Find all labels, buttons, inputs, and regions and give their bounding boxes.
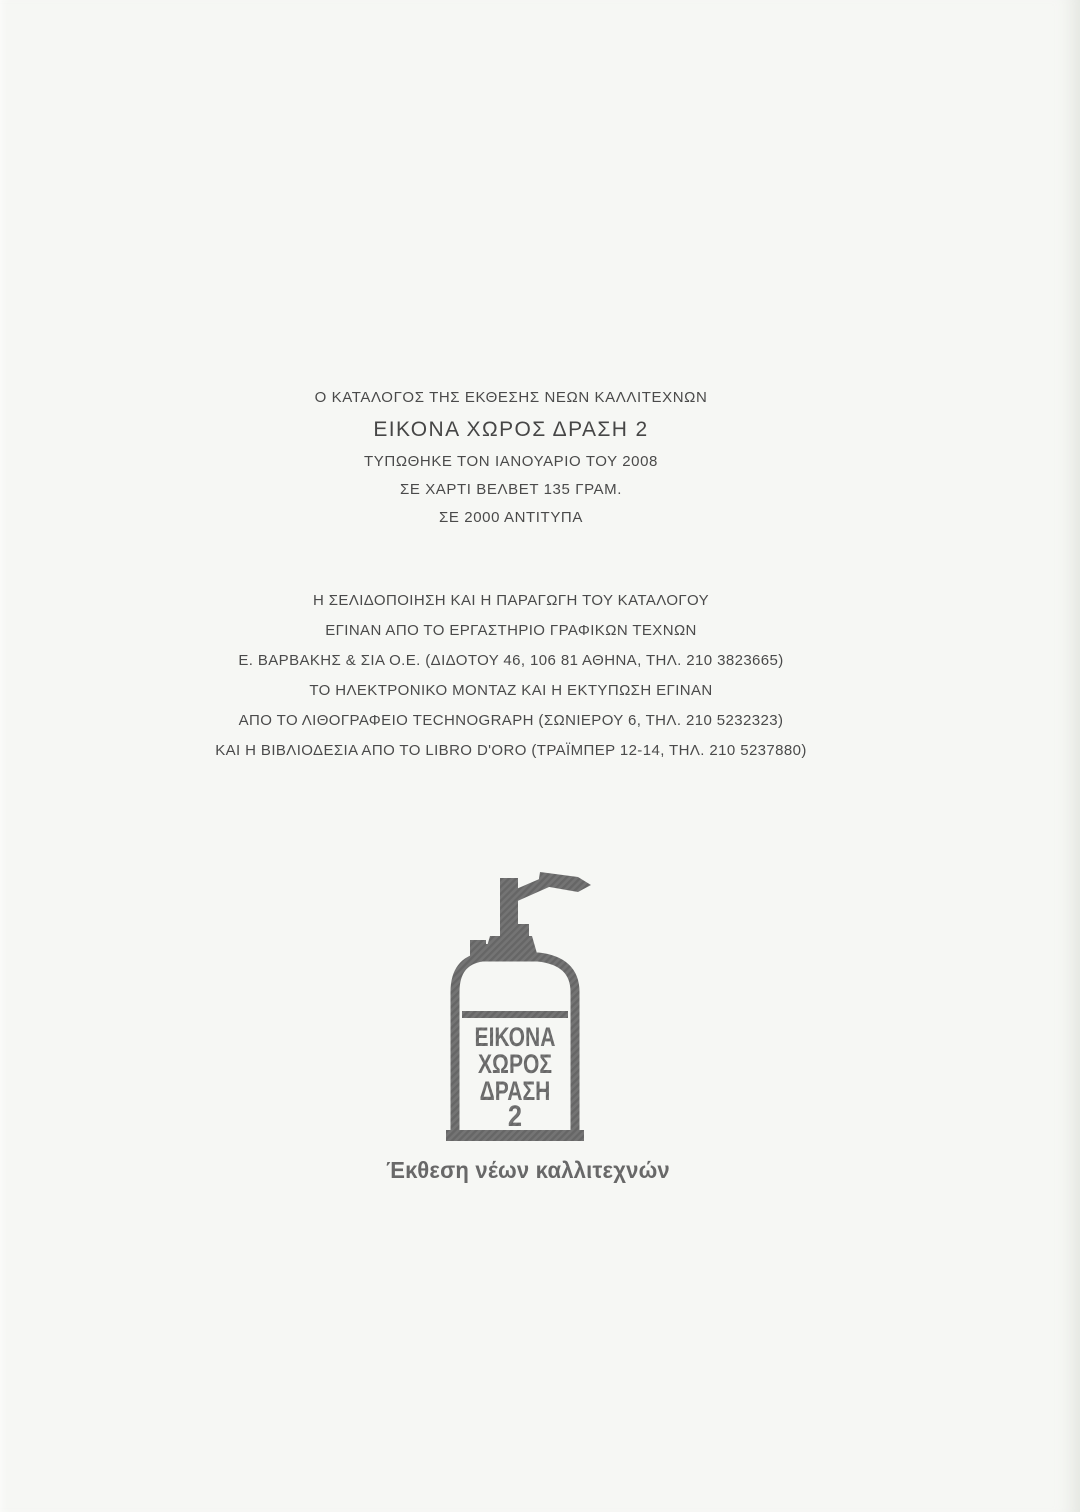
logo-line-1: ΕΙΚΟΝΑ bbox=[474, 1022, 556, 1053]
logo-caption: Έκθεση νέων καλλιτεχνών bbox=[386, 1157, 670, 1183]
print-info-block bbox=[0, 384, 1022, 532]
production-line: ΑΠΟ ΤΟ ΛΙΘΟΓΡΑΦΕΙΟ TECHNOGRAPH (ΣΩΝΙΕΡΟΥ 6, ΤΗΛ. 210 5232323) bbox=[238, 712, 784, 729]
spray-can-icon bbox=[444, 864, 596, 1144]
production-line: Η ΣΕΛΙΔΟΠΟΙΗΣΗ ΚΑΙ Η ΠΑΡΑΓΩΓΗ ΤΟΥ ΚΑΤΑΛΟΓΟΥ bbox=[312, 592, 710, 609]
production-line: Ε. ΒΑΡΒΑΚΗΣ & ΣΙΑ Ο.Ε. (ΔΙΔΟΤΟΥ 46, 106 81 ΑΘΗΝΑ, ΤΗΛ. 210 3823665) bbox=[238, 652, 784, 669]
knob-connector bbox=[484, 944, 494, 952]
can-collar-line bbox=[462, 1011, 568, 1018]
colophon-intro-line: Ο ΚΑΤΑΛΟΓΟΣ ΤΗΣ ΕΚΘΕΣΗΣ ΝΕΩΝ ΚΑΛΛΙΤΕΧΝΩΝ bbox=[314, 389, 708, 406]
logo-line-2: ΧΩΡΟΣ bbox=[478, 1049, 552, 1080]
catalog-title: ΕΙΚΟΝΑ ΧΩΡΟΣ ΔΡΑΣΗ 2 bbox=[373, 418, 649, 441]
spray-nozzle bbox=[538, 872, 591, 892]
production-line: ΕΓΙΝΑΝ ΑΠΟ ΤΟ ΕΡΓΑΣΤΗΡΙΟ ΓΡΑΦΙΚΩΝ ΤΕΧΝΩΝ bbox=[325, 622, 697, 639]
cap-nub bbox=[514, 924, 529, 938]
logo-line-3: ΔΡΑΣΗ bbox=[479, 1076, 551, 1107]
exhibition-logo bbox=[444, 864, 596, 1144]
print-line: ΣΕ ΧΑΡΤΙ ΒΕΛΒΕΤ 135 ΓΡΑΜ. bbox=[399, 481, 623, 498]
production-info-block bbox=[0, 586, 1022, 766]
print-line: ΤΥΠΩΘΗΚΕ ΤΟΝ ΙΑΝΟΥΑΡΙΟ ΤΟΥ 2008 bbox=[364, 453, 658, 470]
logo-line-4: 2 bbox=[507, 1099, 523, 1133]
production-line: ΚΑΙ Η ΒΙΒΛΙΟΔΕΣΙΑ ΑΠΟ ΤΟ LIBRO D'ORO (ΤΡΑΪΜΠΕΡ 12-14, ΤΗΛ. 210 5237880) bbox=[215, 742, 807, 759]
production-line: ΤΟ ΗΛΕΚΤΡΟΝΙΚΟ ΜΟΝΤΑΖ ΚΑΙ Η ΕΚΤΥΠΩΣΗ ΕΓΙΝΑΝ bbox=[309, 682, 713, 699]
print-line: ΣΕ 2000 ΑΝΤΙΤΥΠΑ bbox=[439, 509, 583, 526]
logo-text-group bbox=[475, 1023, 556, 1133]
